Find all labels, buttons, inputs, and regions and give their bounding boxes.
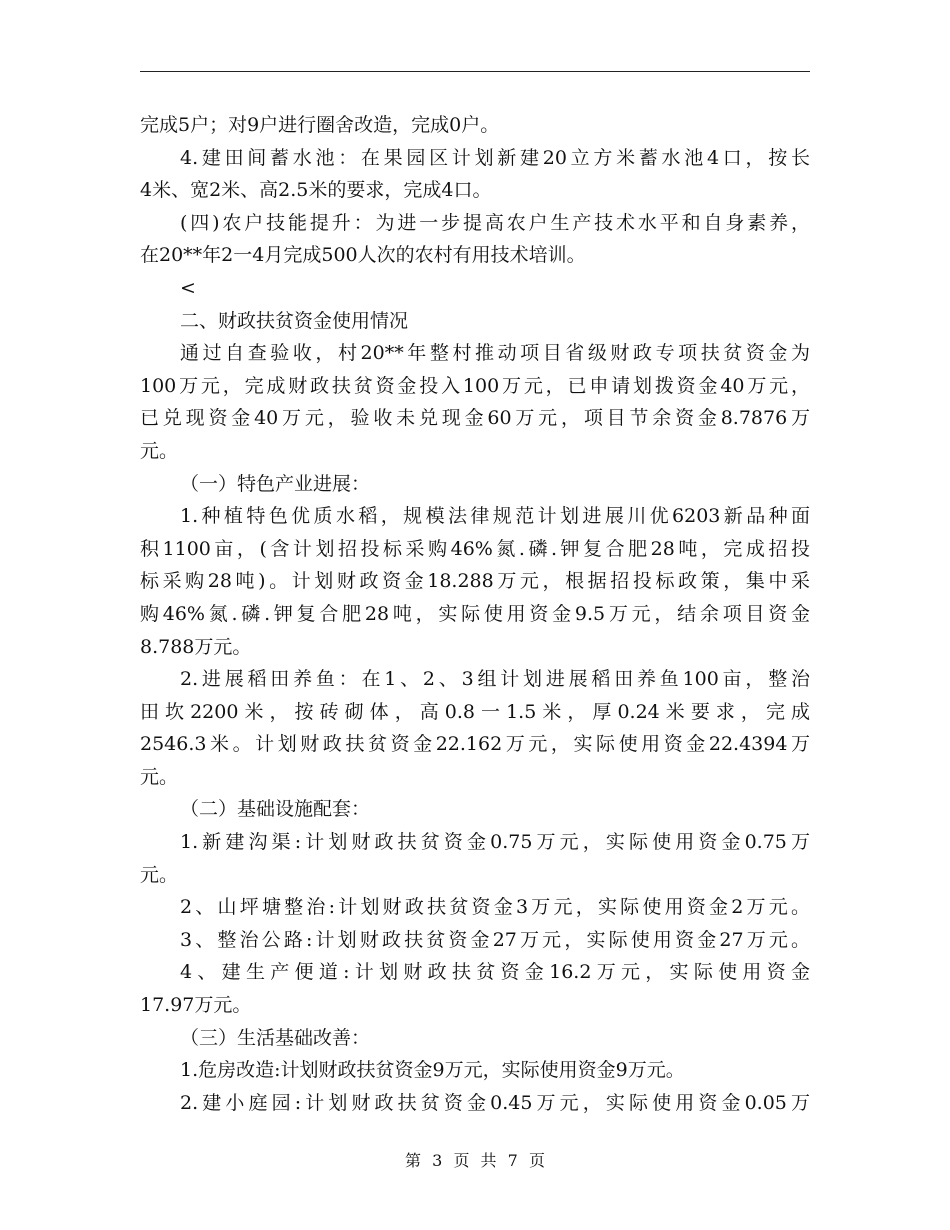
- text-line: （三）生活基础改善：: [180, 1026, 371, 1049]
- footer-page-word: 页: [453, 1151, 470, 1170]
- text-line: 100万元，完成财政扶贫资金投入100万元，已申请划拨资金40万元，: [140, 374, 810, 397]
- text-line: 2546.3米。计划财政扶贫资金22.162万元，实际使用资金22.4394万: [140, 733, 810, 756]
- text-line: 1.新建沟渠:计划财政扶贫资金0.75万元，实际使用资金0.75万: [180, 831, 810, 854]
- text-line: 已兑现资金40万元，验收未兑现金60万元，项目节余资金8.7876万: [140, 407, 810, 430]
- text-line: 2.进展稻田养鱼：在1、2、3组计划进展稻田养鱼100亩，整治: [180, 668, 810, 691]
- text-line: 2.建小庭园:计划财政扶贫资金0.45万元，实际使用资金0.05万: [180, 1091, 810, 1114]
- text-line: 二、财政扶贫资金使用情况: [180, 309, 409, 332]
- document-body: [140, 109, 810, 1119]
- text-line: 8.788万元。: [140, 635, 252, 658]
- text-line: 1.危房改造:计划财政扶贫资金9万元，实际使用资金9万元。: [180, 1059, 685, 1082]
- header-rule: [140, 71, 810, 72]
- text-line: 元。: [140, 863, 179, 886]
- text-line: 购46%氮.磷.钾复合肥28吨，实际使用资金9.5万元，结余项目资金: [140, 602, 810, 625]
- text-line: 积1100亩，(含计划招投标采购46%氮.磷.钾复合肥28吨，完成招投: [140, 537, 810, 560]
- footer-prefix: 第: [405, 1151, 422, 1170]
- text-line: 元。: [140, 765, 179, 788]
- text-line: 通过自查验收，村20**年整村推动项目省级财政专项扶贫资金为: [180, 342, 810, 365]
- text-line: 元。: [140, 439, 179, 462]
- text-line: （二）基础设施配套：: [180, 798, 371, 821]
- text-line: <: [180, 276, 196, 299]
- text-line: 4米、宽2米、高2.5米的要求，完成4口。: [140, 179, 492, 202]
- footer-suffix: 页: [528, 1151, 545, 1170]
- text-line: 4.建田间蓄水池：在果园区计划新建20立方米蓄水池4口，按长: [180, 146, 810, 169]
- text-line: 标采购28吨)。计划财政资金18.288万元，根据招投标政策，集中采: [140, 570, 810, 593]
- text-line: 3、整治公路:计划财政扶贫资金27万元，实际使用资金27万元。: [180, 928, 810, 951]
- footer-total-pages: 7: [507, 1151, 518, 1170]
- text-line: （一）特色产业进展：: [180, 472, 371, 495]
- text-line: 完成5户；对9户进行圈舍改造，完成0户。: [140, 114, 500, 136]
- page-footer: [0, 1151, 950, 1171]
- text-line: 田坎2200米，按砖砌体，高0.8一1.5米，厚0.24米要求，完成: [140, 700, 810, 723]
- text-line: 2、山坪塘整治:计划财政扶贫资金3万元，实际使用资金2万元。: [180, 896, 810, 919]
- text-line: 在20**年2一4月完成500人次的农村有用技术培训。: [140, 244, 586, 267]
- footer-current-page: 3: [432, 1151, 443, 1170]
- text-line: (四)农户技能提升：为进一步提高农户生产技术水平和自身素养，: [180, 211, 810, 234]
- text-line: 4、建生产便道:计划财政扶贫资金16.2万元，实际使用资金: [180, 961, 810, 984]
- text-line: 17.97万元。: [140, 994, 252, 1017]
- text-line: 1.种植特色优质水稻，规模法律规范计划进展川优6203新品种面: [180, 505, 810, 528]
- footer-total-word: 共: [480, 1151, 497, 1170]
